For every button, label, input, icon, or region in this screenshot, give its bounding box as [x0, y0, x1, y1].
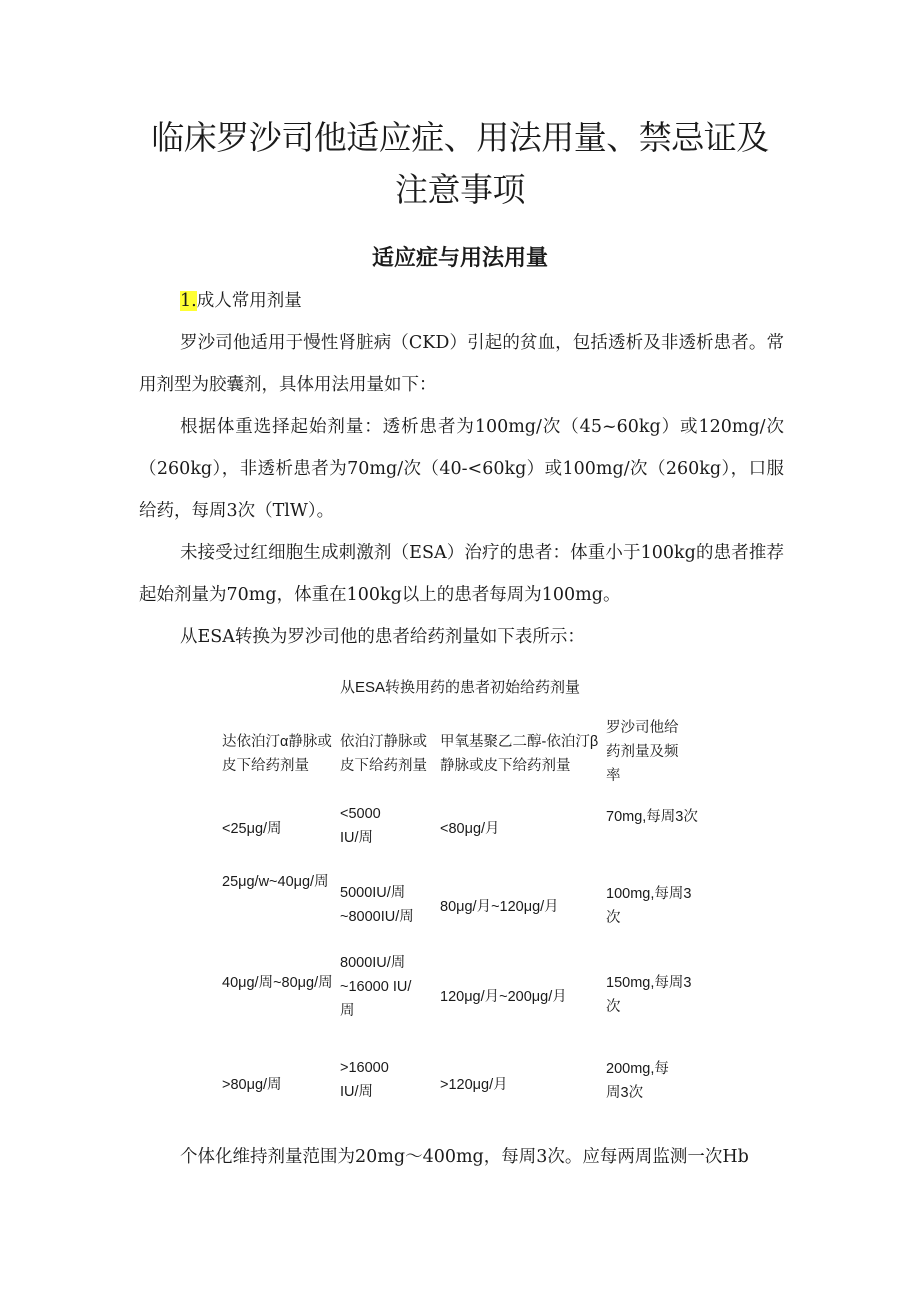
paragraph-3: 未接受过红细胞生成刺激剂（ESA）治疗的患者：体重小于100kg的患者推荐起始剂量为70mg，体重在100kg以上的患者每周为100mg。 [139, 543, 784, 605]
item-1-number: 1. [180, 291, 197, 311]
paragraph-2: 根据体重选择起始剂量：透析患者为100mg/次（45~60kg）或120mg/次（260kg），非透析患者为70mg/次（40-<60kg）或100mg/次（260kg），口服给药，每周3次（TlW）。 [139, 417, 784, 521]
table-cell: <5000 IU/周 [340, 806, 381, 846]
table-header-cell: 依泊汀静脉或皮下给药剂量 [340, 734, 427, 774]
title-line-2: 注意事项 [395, 171, 525, 208]
table-cell: 100mg,每周3次 [606, 886, 692, 926]
paragraph-1: 罗沙司他适用于慢性肾脏病（CKD）引起的贫血，包括透析及非透析患者。常用剂型为胶囊剂，具体用法用量如下： [139, 333, 784, 395]
table-header-cell: 达依泊汀α静脉或皮下给药剂量 [222, 734, 332, 774]
document-title [120, 112, 800, 216]
paragraph-4: 从ESA转换为罗沙司他的患者给药剂量如下表所示： [180, 627, 585, 647]
table-cell: <25μg/周 [222, 821, 282, 837]
title-line-1: 临床罗沙司他适应症、用法用量、禁忌证及 [151, 119, 769, 156]
table-cell: 120μg/月~200μg/月 [440, 989, 567, 1005]
paragraph-5: 个体化维持剂量范围为20mg～400mg，每周3次。应每两周监测一次Hb [180, 1147, 749, 1167]
table-cell: >120μg/月 [440, 1077, 508, 1093]
table-caption: 从ESA转换用药的患者初始给药剂量 [339, 679, 581, 696]
table-header-cell: 甲氧基聚乙二醇-依泊汀β静脉或皮下给药剂量 [440, 734, 599, 774]
table-cell: 40μg/周~80μg/周 [222, 975, 333, 991]
table-cell: 25μg/w~40μg/周 [222, 874, 329, 890]
section-heading: 适应症与用法用量 [371, 245, 548, 270]
table-cell: 150mg,每周3次 [606, 975, 692, 1015]
table-cell: 70mg,每周3次 [606, 809, 698, 825]
table-cell: <80μg/月 [440, 821, 500, 837]
table-header-cell: 罗沙司他给药剂量及频率 [606, 720, 679, 784]
table-cell: >80μg/周 [222, 1077, 282, 1093]
item-1-heading [139, 280, 784, 322]
table-cell: 8000IU/周 ~16000 IU/周 [340, 955, 412, 1019]
table-cell: 5000IU/周 ~8000IU/周 [340, 885, 414, 925]
table-cell: >16000 IU/周 [340, 1060, 389, 1100]
table-cell: 200mg,每周3次 [606, 1061, 669, 1101]
table-cell: 80μg/月~120μg/月 [440, 899, 559, 915]
item-1-text: 成人常用剂量 [196, 291, 302, 311]
